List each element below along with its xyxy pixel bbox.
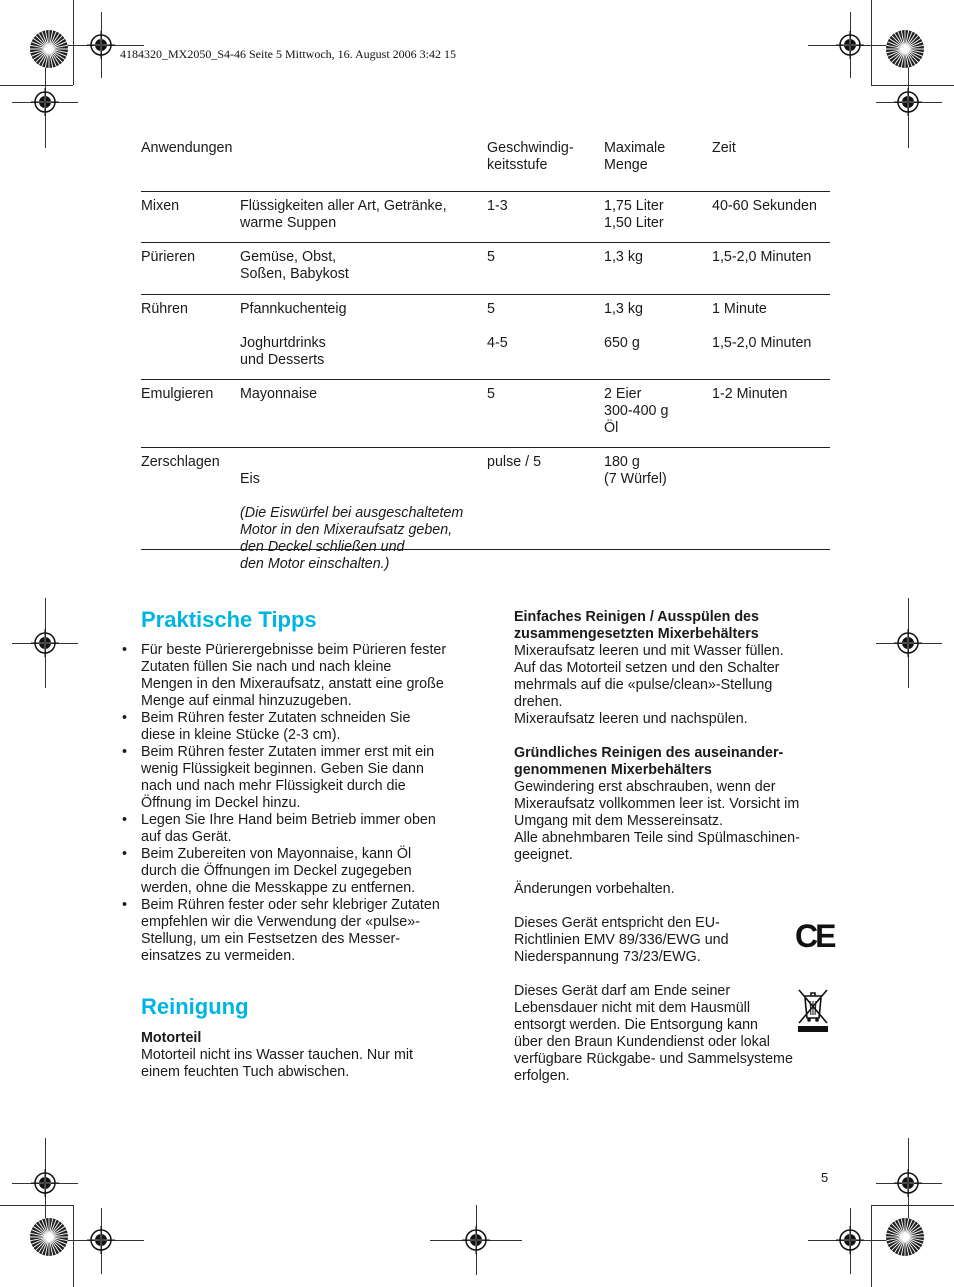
list-item (122, 812, 471, 846)
row-desc: Pfannkuchenteig Joghurtdrinks und Desserts (240, 301, 347, 368)
row-note: (Die Eiswürfel bei ausgeschaltetem Motor in den Mixeraufsatz geben, den Deckel schließen und den Motor einschalten.) (240, 505, 464, 572)
row-speed: pulse / 5 (487, 454, 542, 470)
row-desc: Gemüse, Obst, Soßen, Babykost (240, 249, 349, 282)
deep-clean-title: Gründliches Reinigen des auseinander- genommenen Mixerbehälters (514, 745, 784, 778)
row-time: 40-60 Sekunden (712, 198, 817, 214)
header-speed: Geschwindig- keitsstufe (487, 140, 574, 173)
row-desc: Flüssigkeiten aller Art, Getränke, warme Suppen (240, 198, 447, 231)
easy-clean-title: Einfaches Reinigen / Ausspülen des zusammengesetzten Mixerbehälters (514, 609, 759, 642)
header-amount: Maximale Menge (604, 140, 666, 173)
table-row (141, 448, 830, 572)
row-time: 1 Minute 1,5-2,0 Minuten (712, 301, 812, 351)
registration-mark-icon (894, 629, 922, 657)
tip-text: Beim Rühren fester Zutaten schneiden Sie diese in kleine Stücke (2-3 cm). (141, 710, 411, 743)
row-speed: 5 4-5 (487, 301, 508, 351)
registration-mark-icon (836, 31, 864, 59)
bullet: • (122, 710, 128, 726)
row-amount: 1,3 kg 650 g (604, 301, 643, 351)
registration-mark-icon (87, 31, 115, 59)
row-amount: 1,3 kg (604, 249, 643, 265)
row-app: Zerschlagen (141, 454, 220, 470)
row-speed: 5 (487, 386, 495, 402)
page-number: 5 (821, 1170, 829, 1185)
crossed-bin-icon (796, 988, 830, 1034)
cleaning-heading: Reinigung (141, 994, 249, 1019)
starburst-wheel-icon (885, 1217, 925, 1257)
header-anwendungen: Anwendungen (141, 140, 233, 156)
tip-text: Legen Sie Ihre Hand beim Betrieb immer oben auf das Gerät. (141, 812, 436, 845)
row-time: 1-2 Minuten (712, 386, 788, 402)
table-header (141, 140, 830, 192)
bullet: • (122, 642, 128, 658)
table-row (141, 380, 830, 448)
registration-mark-icon (894, 1169, 922, 1197)
tip-text: Beim Rühren fester oder sehr klebriger Zutaten empfehlen wir die Verwendung der «pulse»- Stellung, um ein Festsetzen des Messer- einsatzes zu vermeiden. (141, 897, 440, 964)
starburst-wheel-icon (885, 29, 925, 69)
registration-mark-icon (894, 88, 922, 116)
row-desc: Mayonnaise (240, 386, 318, 402)
list-item (122, 846, 471, 897)
registration-mark-icon (31, 629, 59, 657)
row-app: Mixen (141, 198, 180, 214)
tips-heading: Praktische Tipps (141, 607, 317, 632)
registration-mark-icon (31, 88, 59, 116)
changes-note: Änderungen vorbehalten. (514, 881, 675, 897)
row-amount: 180 g (7 Würfel) (604, 454, 667, 487)
row-time: 1,5-2,0 Minuten (712, 249, 812, 265)
motor-title: Motorteil (141, 1030, 202, 1046)
table-row (141, 295, 830, 380)
tip-text: Beim Rühren fester Zutaten immer erst mit ein wenig Flüssigkeit beginnen. Geben Sie dann nach und nach mehr Flüssigkeit durch die Öffnung im Deckel hinzu. (141, 744, 435, 811)
row-app: Emulgieren (141, 386, 214, 402)
list-item (122, 744, 471, 812)
bullet: • (122, 897, 128, 913)
left-column (122, 607, 471, 1081)
tip-text: Beim Zubereiten von Mayonnaise, kann Öl durch die Öffnungen im Deckel zugegeben werden, ohne die Messkappe zu entfernen. (141, 846, 416, 896)
registration-mark-icon (87, 1226, 115, 1254)
print-slug: 4184320_MX2050_S4-46 Seite 5 Mittwoch, 16. August 2006 3:42 15 (120, 47, 457, 61)
applications-table (141, 140, 830, 572)
registration-mark-icon (31, 1169, 59, 1197)
row-speed: 1-3 (487, 198, 508, 214)
disposal-text: Dieses Gerät darf am Ende seiner Lebensdauer nicht mit dem Hausmüll entsorgt werden. Die Entsorgung kann über den Braun Kundendienst oder lokal verfügbare Rückgabe- und Sammelsysteme erfolgen. (514, 983, 793, 1084)
bullet: • (122, 846, 128, 862)
registration-mark-icon (836, 1226, 864, 1254)
table-row (141, 243, 830, 295)
ce-text: Dieses Gerät entspricht den EU- Richtlinien EMV 89/336/EWG und Niederspannung 73/23/EWG. (514, 915, 729, 965)
motor-text: Motorteil nicht ins Wasser tauchen. Nur mit einem feuchten Tuch abwischen. (141, 1047, 413, 1080)
bullet: • (122, 812, 128, 828)
starburst-wheel-icon (29, 1217, 69, 1257)
ce-mark-icon: CE (795, 918, 834, 954)
row-desc (240, 454, 480, 590)
list-item (122, 897, 471, 965)
header-time: Zeit (712, 140, 736, 156)
tip-text: Für beste Pürierergebnisse beim Pürieren fester Zutaten füllen Sie nach und nach kleine Mengen in den Mixeraufsatz, anstatt eine große Menge auf einmal hinzuzugeben. (141, 642, 447, 709)
list-item (122, 642, 471, 710)
right-column (514, 609, 834, 1085)
row-amount: 2 Eier 300-400 g Öl (604, 386, 669, 436)
row-amount: 1,75 Liter 1,50 Liter (604, 198, 664, 231)
row-speed: 5 (487, 249, 495, 265)
registration-mark-icon (462, 1226, 490, 1254)
starburst-wheel-icon (29, 29, 69, 69)
row-desc-text: Eis (240, 471, 260, 487)
row-app: Rühren (141, 301, 188, 317)
list-item (122, 710, 471, 744)
row-app: Pürieren (141, 249, 196, 265)
deep-clean-text: Gewindering erst abschrauben, wenn der Mixeraufsatz vollkommen leer ist. Vorsicht im Umgang mit dem Messereinsatz. Alle abnehmbaren Teile sind Spülmaschinen- geeignet. (514, 779, 800, 863)
tips-list (122, 642, 471, 965)
easy-clean-text: Mixeraufsatz leeren und mit Wasser füllen. Auf das Motorteil setzen und den Schalter mehrmals auf die «pulse/clean»-Stellung drehen. Mixeraufsatz leeren und nachspülen. (514, 643, 784, 727)
bullet: • (122, 744, 128, 760)
table-row (141, 192, 830, 243)
